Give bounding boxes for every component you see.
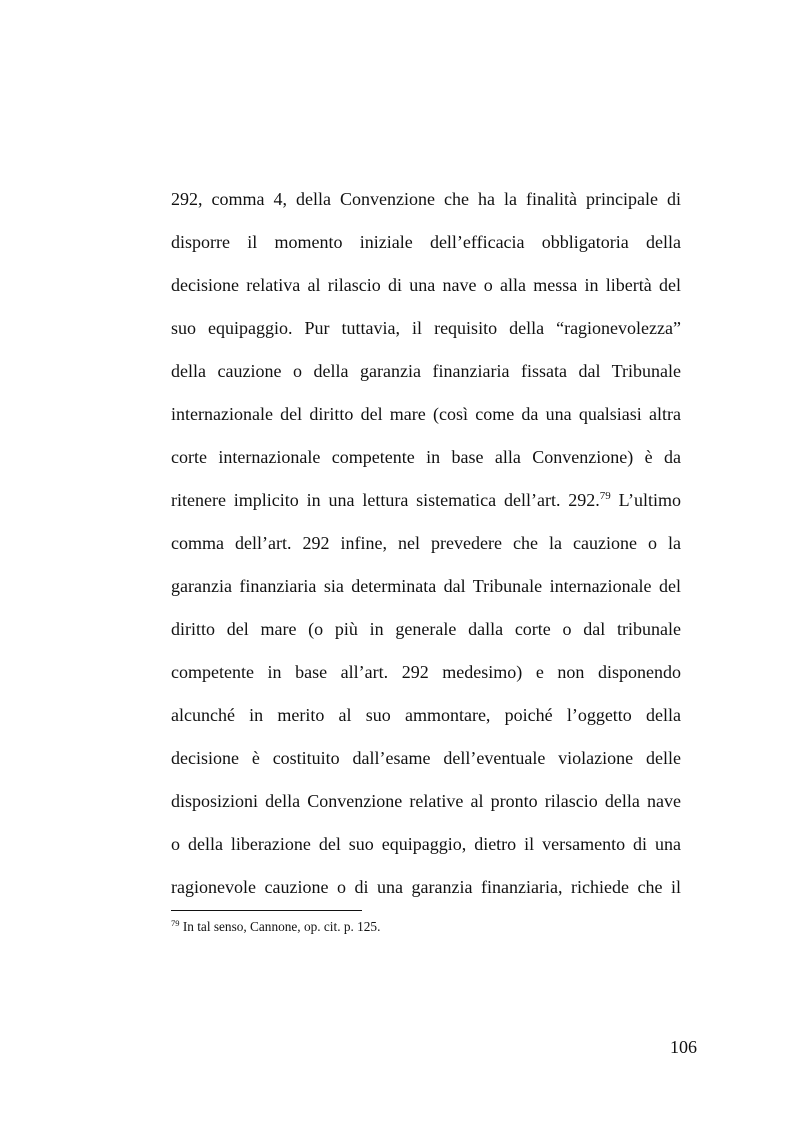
body-line: disposizioni della Convenzione relative al pronto rilascio della nave bbox=[171, 791, 681, 811]
body-line: suo equipaggio. Pur tuttavia, il requisito della “ragionevolezza” bbox=[171, 318, 681, 338]
body-line: decisione è costituito dall’esame dell’eventuale violazione delle bbox=[171, 748, 681, 768]
page-number: 106 bbox=[670, 1037, 697, 1057]
footnote-reference: 79 bbox=[599, 490, 611, 502]
body-line: ragionevole cauzione o di una garanzia finanziaria, richiede che il bbox=[171, 877, 681, 897]
body-line: alcunché in merito al suo ammontare, poiché l’oggetto della bbox=[171, 705, 681, 725]
body-line: diritto del mare (o più in generale dalla corte o dal tribunale bbox=[171, 619, 681, 639]
body-line-text: ritenere implicito in una lettura sistematica dell’art. 292. bbox=[171, 490, 600, 510]
body-line: comma dell’art. 292 infine, nel prevedere che la cauzione o la bbox=[171, 533, 681, 553]
body-line: disporre il momento iniziale dell’efficacia obbligatoria della bbox=[171, 232, 681, 252]
body-text bbox=[171, 178, 681, 909]
body-line: competente in base all’art. 292 medesimo) e non disponendo bbox=[171, 662, 681, 682]
footnote-separator bbox=[171, 910, 362, 911]
body-line-text-after: L’ultimo bbox=[618, 490, 681, 510]
footnote bbox=[171, 918, 681, 936]
body-line: o della liberazione del suo equipaggio, dietro il versamento di una bbox=[171, 834, 681, 854]
body-line: corte internazionale competente in base alla Convenzione) è da bbox=[171, 447, 681, 467]
body-line-with-note-ref bbox=[171, 479, 681, 522]
body-line: garanzia finanziaria sia determinata dal Tribunale internazionale del bbox=[171, 576, 681, 596]
body-line: decisione relativa al rilascio di una nave o alla messa in libertà del bbox=[171, 275, 681, 295]
footnote-text: In tal senso, Cannone, op. cit. p. 125. bbox=[182, 919, 381, 934]
body-line: internazionale del diritto del mare (così come da una qualsiasi altra bbox=[171, 404, 681, 424]
body-line: della cauzione o della garanzia finanziaria fissata dal Tribunale bbox=[171, 361, 681, 381]
body-line: 292, comma 4, della Convenzione che ha la finalità principale di bbox=[171, 189, 681, 209]
footnote-marker: 79 bbox=[171, 918, 180, 928]
